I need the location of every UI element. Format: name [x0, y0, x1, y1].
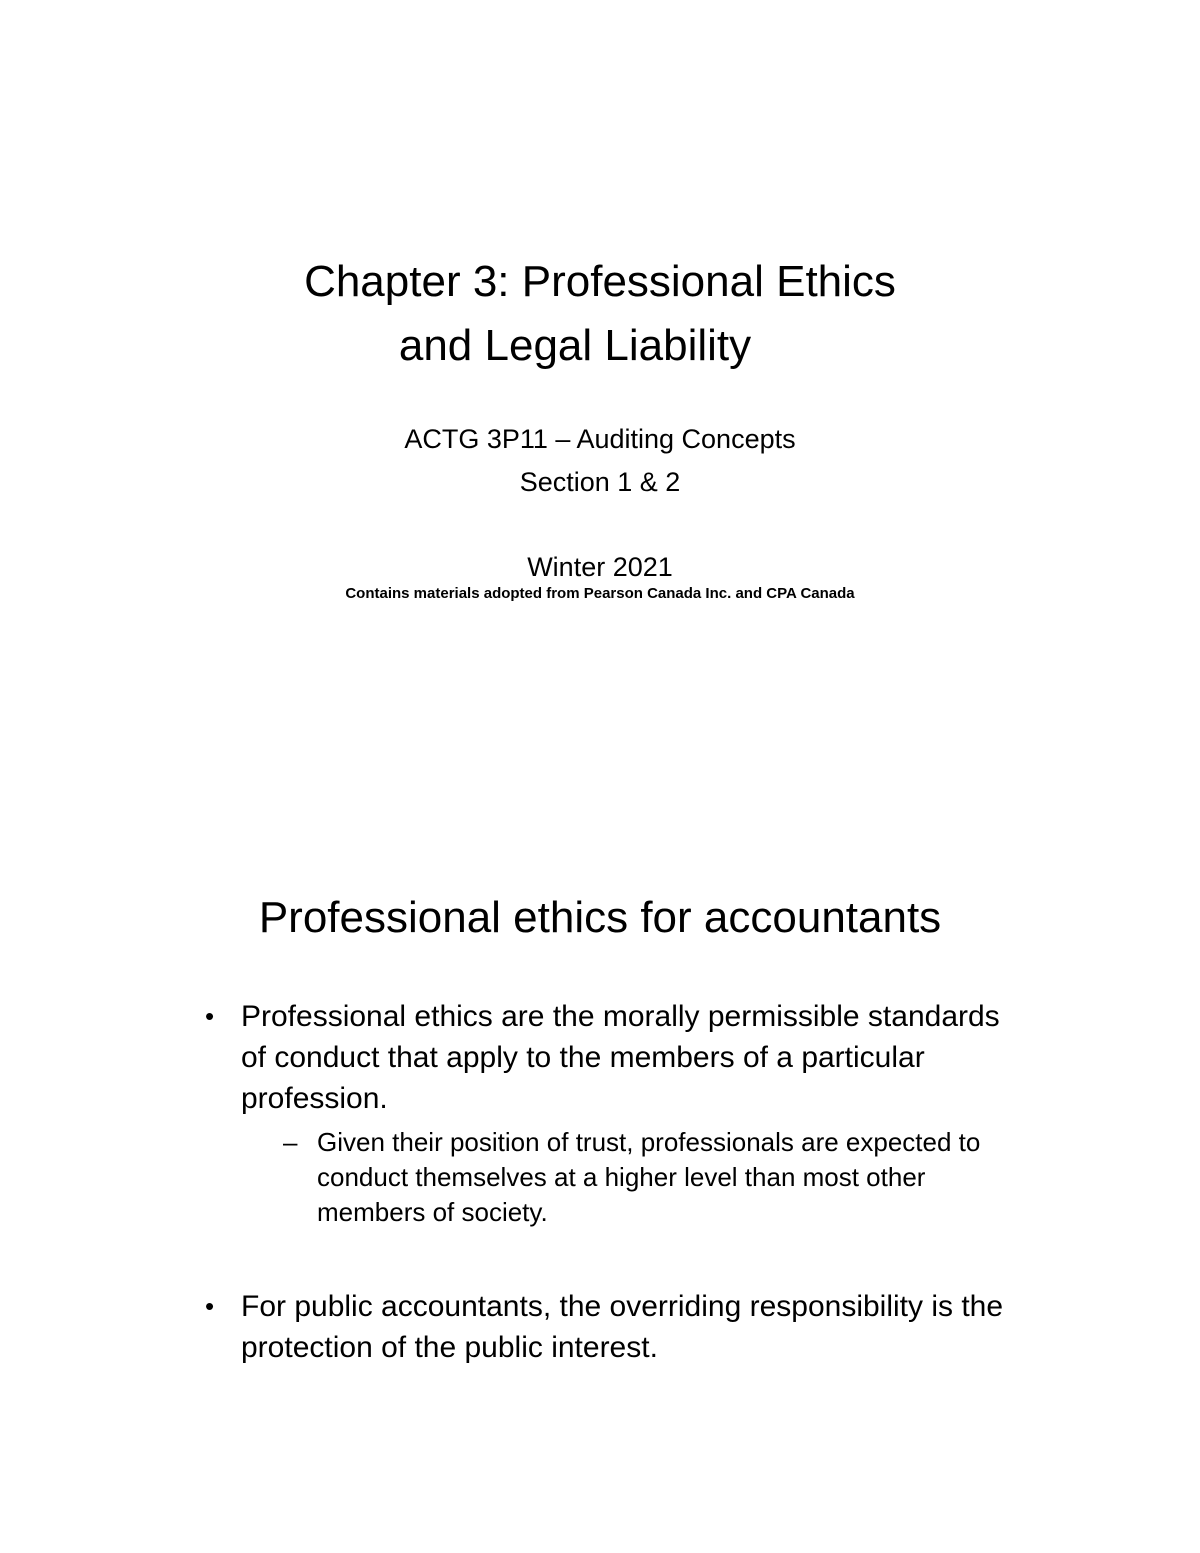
- title-slide: [150, 250, 1050, 604]
- bullet-item: [205, 996, 1005, 1230]
- course-name: ACTG 3P11 – Auditing Concepts: [404, 424, 796, 454]
- slide-title: [150, 250, 1050, 378]
- bullet-text: For public accountants, the overriding responsibility is the protection of the public interest.: [241, 1290, 1004, 1364]
- term-label: Winter 2021: [527, 552, 673, 582]
- slide-title-line1: Chapter 3: Professional Ethics: [304, 257, 896, 306]
- bullet-list: [205, 996, 1005, 1368]
- sub-bullet-item: [283, 1125, 1005, 1230]
- bullet-text: Professional ethics are the morally permissible standards of conduct that apply to the members of a particular profession.: [241, 1000, 1000, 1115]
- dash-icon: –: [283, 1127, 298, 1157]
- slide2-heading: Professional ethics for accountants: [258, 893, 942, 942]
- course-info: [150, 418, 1050, 504]
- attribution-note: Contains materials adopted from Pearson Canada Inc. and CPA Canada: [345, 585, 855, 602]
- bullet-item: [205, 1286, 1005, 1368]
- bullet-icon: •: [205, 1001, 215, 1031]
- sub-bullet-text: Given their position of trust, professionals are expected to conduct themselves at a higher level than most other members of society.: [317, 1127, 981, 1227]
- slide-title-line2: and Legal Liability: [398, 321, 752, 370]
- course-section: Section 1 & 2: [519, 467, 681, 497]
- bullet-icon: •: [205, 1291, 215, 1321]
